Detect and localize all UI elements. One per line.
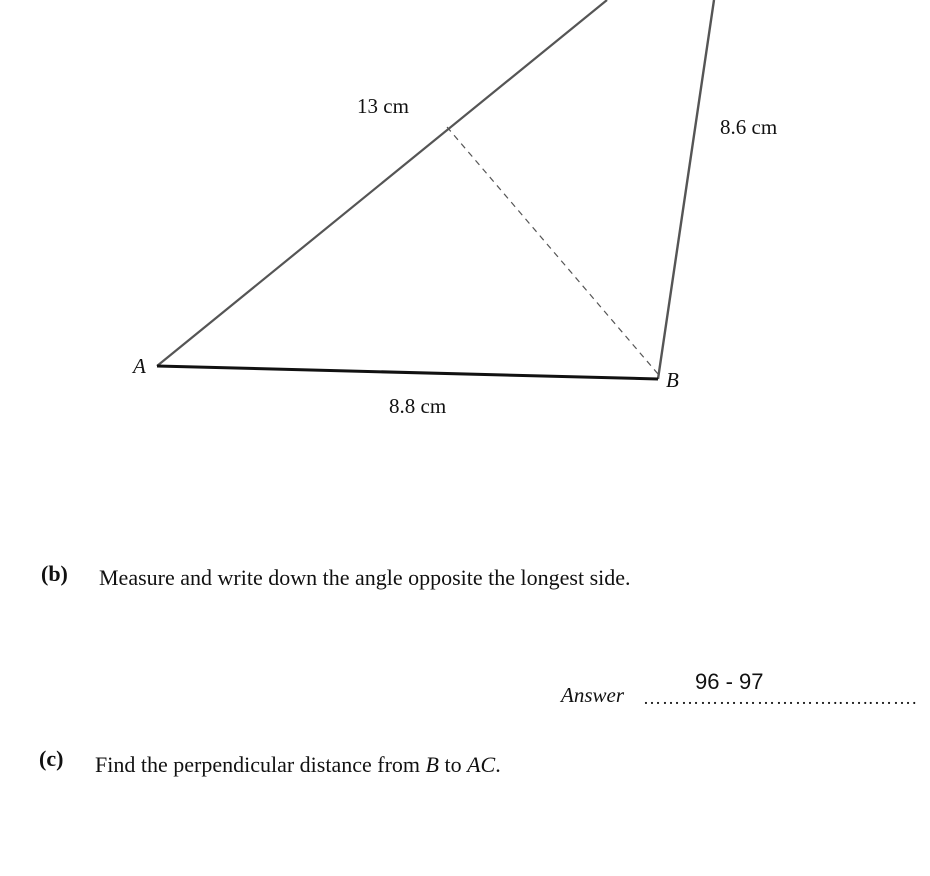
- part-b-letter: (b): [41, 561, 68, 586]
- answer-dotted-line[interactable]: …………………………..…..…….: [643, 688, 918, 708]
- side-ab: [157, 366, 658, 379]
- part-c-question-suffix: .: [495, 752, 501, 777]
- side-bc-label: 8.6 cm: [720, 115, 778, 139]
- part-c-question: [95, 752, 501, 778]
- part-c-line: AC: [467, 752, 496, 777]
- side-bc: [658, 0, 714, 379]
- side-ac: [157, 0, 607, 366]
- perpendicular-from-b: [447, 127, 658, 374]
- part-b-question: Measure and write down the angle opposite the longest side.: [99, 565, 631, 590]
- answer-value: 96 - 97: [695, 669, 764, 694]
- part-c-point: B: [425, 752, 439, 777]
- part-c-question-mid: to: [438, 752, 468, 777]
- part-c-letter: (c): [39, 746, 64, 771]
- answer-label: Answer: [561, 683, 624, 707]
- vertex-a-label: A: [133, 354, 146, 378]
- side-ab-label: 8.8 cm: [389, 394, 447, 418]
- vertex-b-label: B: [666, 368, 679, 392]
- part-c-question-prefix: Find the perpendicular distance from: [95, 752, 426, 777]
- side-ac-label: 13 cm: [357, 94, 409, 118]
